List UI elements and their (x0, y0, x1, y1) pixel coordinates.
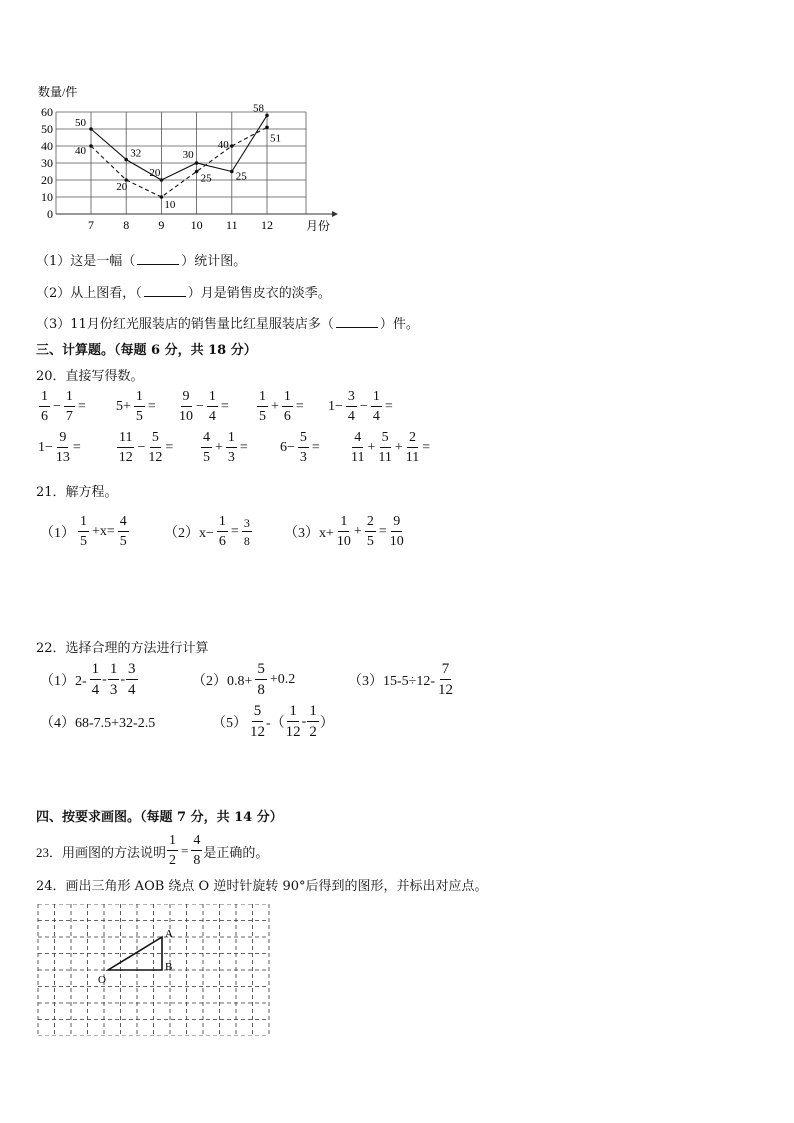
rotation-grid[interactable] (36, 904, 270, 1036)
den: 4 (91, 682, 100, 698)
q22-e2 (190, 662, 297, 698)
den: 11 (351, 450, 365, 465)
equals: = (311, 440, 320, 455)
op: − (137, 440, 146, 455)
q19-part1-pre: （1）这是一幅（ (36, 254, 136, 269)
num: 3 (243, 516, 250, 530)
q20-r1-e5 (326, 390, 395, 424)
q19-part3-post: ）件。 (379, 317, 419, 332)
den: 13 (55, 450, 70, 465)
equals: = (422, 440, 431, 455)
q22-e1 (38, 662, 139, 698)
answer-blank[interactable] (336, 317, 378, 328)
y-tick-label: 0 (47, 207, 53, 221)
num: 1 (134, 390, 145, 407)
op: − (359, 399, 368, 414)
num: 1 (307, 704, 319, 722)
label: （3）x+ (284, 526, 334, 541)
data-point-dashed (195, 170, 199, 174)
op: + (367, 440, 376, 455)
q20-r1-e4 (256, 390, 306, 424)
data-point-solid (195, 161, 199, 165)
y-tick-label: 50 (41, 122, 53, 136)
label: （3）15-5÷12- (348, 674, 436, 689)
num: 1 (287, 704, 299, 722)
den: 10 (389, 534, 404, 549)
equals: = (239, 440, 248, 455)
q20-r1-e3 (178, 390, 231, 424)
q23-post: 是正确的。 (203, 844, 269, 860)
q19-part1 (36, 250, 246, 269)
y-tick-label: 40 (41, 139, 53, 153)
den: 5 (119, 534, 127, 549)
q19-part2-post: ）月是销售皮衣的淡季。 (187, 286, 331, 301)
data-label-dashed: 25 (200, 172, 212, 185)
den: 4 (372, 409, 380, 424)
q20-r2-e2 (116, 431, 175, 465)
q23-pre: 23．用画图的方法说明 (36, 844, 167, 860)
sales-line-chart (30, 82, 350, 234)
num: 1 (39, 390, 50, 407)
y-tick-label: 60 (41, 105, 53, 119)
den: 5 (203, 450, 210, 465)
q22-e4 (38, 712, 157, 732)
data-label-dashed: 40 (75, 145, 86, 157)
op: + (271, 399, 279, 414)
den: 11 (405, 450, 420, 465)
point-a-label: A (165, 928, 173, 940)
data-point-solid (124, 158, 128, 162)
x-tick-label: 12 (261, 218, 273, 232)
q19-part1-post: ）统计图。 (181, 254, 247, 269)
num: 5 (252, 704, 264, 722)
den: 3 (227, 450, 235, 465)
data-label-solid: 32 (130, 147, 142, 160)
q20-title: 20．直接写得数。 (36, 369, 144, 384)
op: − (53, 399, 61, 414)
den: 6 (41, 409, 48, 424)
den: 12 (118, 450, 133, 465)
y-axis-label: 数量/件 (38, 85, 78, 99)
data-label-dashed: 51 (270, 132, 281, 145)
data-label-solid: 58 (253, 102, 264, 115)
num: 5 (380, 431, 391, 448)
prefix: 1− (38, 440, 53, 455)
num: 2 (407, 431, 418, 448)
num: 1 (282, 390, 293, 407)
den: 12 (285, 724, 301, 740)
den: 4 (347, 409, 355, 424)
equals: = (165, 440, 174, 455)
den: 6 (218, 534, 226, 549)
op: + (215, 440, 223, 455)
q22-e3 (346, 662, 454, 698)
mid: -（ (266, 716, 285, 731)
equals: = (220, 399, 229, 414)
mid: + (353, 524, 362, 539)
section4-title: 四、按要求画图。（每题 7 分，共 14 分） (36, 810, 283, 825)
op: − (196, 399, 204, 414)
q20-r2-e1 (36, 431, 83, 465)
num: 1 (78, 515, 89, 532)
den: 5 (80, 534, 87, 549)
num: 3 (126, 662, 138, 680)
expr: （4）68-7.5+32-2.5 (40, 716, 156, 731)
den: 3 (299, 450, 307, 465)
q20-r2-e5 (350, 431, 432, 465)
num: 9 (391, 515, 402, 532)
data-label-solid: 25 (235, 170, 247, 183)
den: 8 (193, 853, 201, 868)
y-tick-label: 10 (41, 190, 53, 204)
den: 3 (109, 682, 118, 698)
x-tick-label: 9 (158, 218, 165, 232)
num: 7 (440, 662, 452, 680)
equals: = (77, 399, 86, 414)
answer-blank[interactable] (144, 286, 186, 297)
data-label-solid: 30 (182, 149, 194, 161)
data-label-dashed: 40 (217, 139, 229, 151)
section3-title: 三、计算题。（每题 6 分，共 18 分） (36, 343, 257, 358)
num: 1 (207, 390, 218, 407)
den: 12 (438, 682, 454, 698)
num: 5 (255, 662, 267, 680)
equals: = (384, 399, 393, 414)
point-b-label: B (165, 961, 173, 973)
den: 5 (259, 409, 266, 424)
q21-e2 (162, 515, 253, 549)
x-axis-label: 月份 (306, 219, 331, 233)
den: 12 (250, 724, 265, 740)
data-label-solid: 50 (75, 117, 86, 129)
op: - (120, 672, 126, 687)
equals: = (181, 843, 189, 858)
post: +0.2 (269, 672, 296, 687)
prefix: 6− (280, 440, 295, 455)
op: - (102, 672, 107, 687)
point-o-label: O (98, 974, 106, 986)
num: 9 (181, 390, 192, 407)
mid: +x= (92, 524, 115, 539)
x-tick-label: 8 (123, 218, 130, 232)
num: 1 (108, 662, 120, 680)
x-tick-label: 11 (226, 218, 238, 232)
num: 5 (298, 431, 309, 448)
q19-part3-pre: （3）11月份红光服装店的销售量比红星服装店多（ (36, 317, 334, 332)
y-tick-label: 20 (41, 173, 53, 187)
label: （2）x− (164, 526, 214, 541)
prefix: 1− (328, 399, 343, 414)
op: + (394, 440, 403, 455)
num: 2 (365, 515, 376, 532)
data-label-dashed: 10 (164, 199, 176, 211)
data-point-solid (89, 127, 93, 131)
q20-r2-e4 (278, 431, 322, 465)
num: 11 (117, 431, 134, 448)
chart-marks (75, 102, 281, 211)
q19-part2 (36, 282, 331, 301)
close: ） (319, 716, 334, 731)
num: 4 (191, 834, 202, 851)
data-point-dashed (160, 195, 164, 199)
q21-e3 (282, 515, 405, 549)
den: 2 (169, 853, 177, 868)
num: 5 (150, 431, 161, 448)
mid: = (230, 524, 239, 539)
data-point-solid (265, 114, 269, 118)
num: 1 (167, 834, 178, 851)
den: 8 (257, 682, 265, 698)
q22-e5 (210, 704, 334, 740)
data-label-solid: 20 (149, 167, 161, 179)
den: 5 (135, 409, 143, 424)
den: 11 (378, 450, 392, 465)
x-tick-label: 10 (190, 218, 203, 232)
data-label-dashed: 20 (116, 181, 128, 193)
q21-e1 (38, 515, 130, 549)
prefix: 5+ (116, 399, 131, 414)
q24-text: 24．画出三角形 AOB 绕点 O 逆时针旋转 90°后得到的图形，并标出对应点。 (36, 879, 488, 894)
q21-title: 21．解方程。 (36, 485, 118, 500)
x-tick-label: 7 (88, 218, 94, 232)
q23 (36, 834, 268, 868)
den: 7 (65, 409, 73, 424)
num: 1 (64, 390, 75, 407)
equals: = (295, 399, 304, 414)
num: 4 (201, 431, 212, 448)
label: （5） (212, 716, 247, 731)
den: 12 (148, 450, 163, 465)
q19-part3 (36, 313, 419, 332)
num: 1 (257, 390, 268, 407)
label: （2）0.8+ (192, 674, 253, 689)
equals: = (147, 399, 156, 414)
data-point-dashed (230, 144, 234, 148)
den: 4 (128, 682, 136, 698)
den: 6 (283, 409, 291, 424)
equals: = (378, 524, 387, 539)
label: （1） (40, 526, 75, 541)
num: 4 (118, 515, 129, 532)
x-axis-arrow (332, 211, 338, 217)
q22-title: 22．选择合理的方法进行计算 (36, 641, 209, 656)
num: 1 (226, 431, 237, 448)
den: 2 (309, 724, 317, 740)
den: 10 (179, 409, 193, 424)
data-point-solid (230, 170, 234, 174)
equals: = (72, 440, 81, 455)
label: （1）2- (40, 674, 87, 689)
q20-r1-e2 (114, 390, 158, 424)
den: 10 (336, 534, 351, 549)
num: 3 (346, 390, 357, 407)
q20-r2-e3 (200, 431, 250, 465)
num: 1 (338, 515, 349, 532)
num: 1 (371, 390, 382, 407)
q20-r1-e1 (38, 390, 88, 424)
answer-blank[interactable] (137, 254, 179, 265)
den: 5 (366, 534, 374, 549)
q19-part2-pre: （2）从上图看，（ (36, 286, 142, 301)
num: 4 (352, 431, 363, 448)
den: 4 (208, 409, 216, 424)
num: 9 (57, 431, 68, 448)
data-point-dashed (89, 144, 93, 148)
data-point-dashed (265, 126, 269, 130)
y-tick-label: 30 (41, 156, 53, 170)
den: 8 (243, 534, 250, 548)
num: 1 (217, 515, 228, 532)
op: - (301, 714, 307, 729)
num: 1 (90, 662, 102, 680)
